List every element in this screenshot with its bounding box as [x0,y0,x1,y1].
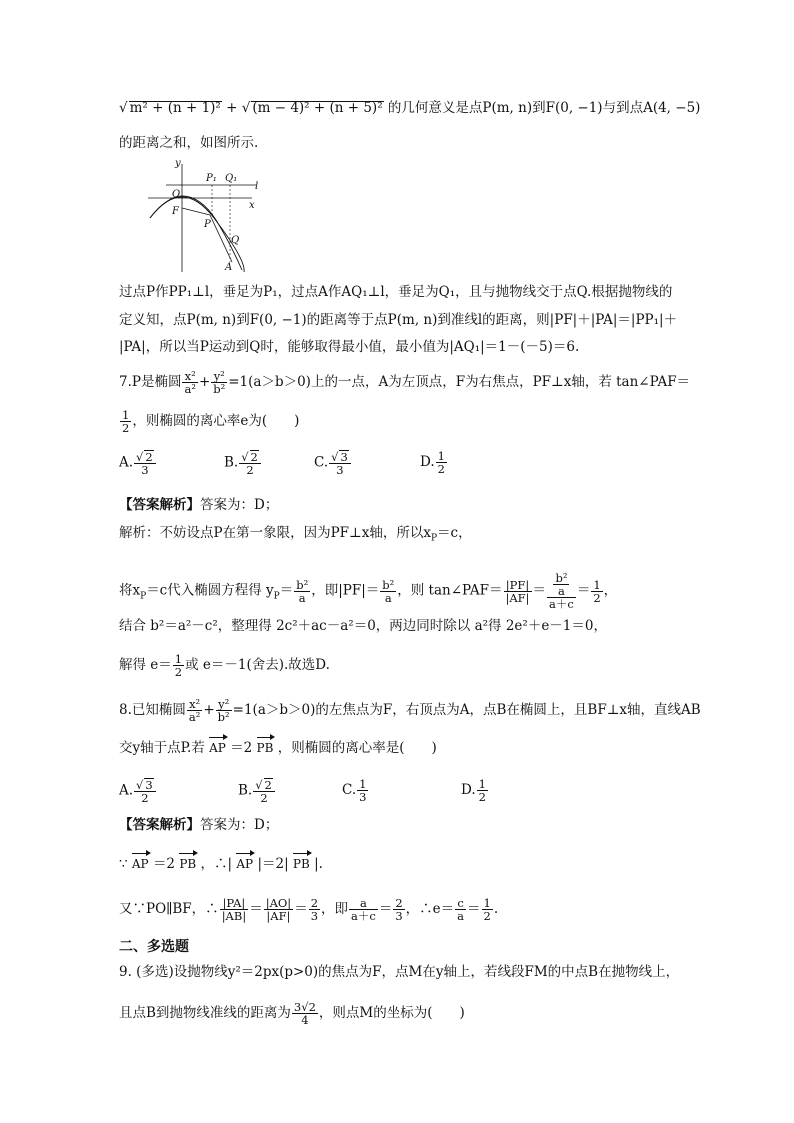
fig-label-y: y [175,158,181,169]
q8-stem-2: 交y轴于点P.若 AP ＝2 PB ，则椭圆的离心率是( ) [119,736,437,756]
sqrt-1: √ m² + (n + 1)² [119,100,221,116]
fig-label-A: A [225,262,233,273]
q7-stem-2: $\frac{1}{2}$ ，则椭圆的离心率e为( ) [122,408,300,436]
q8-answer: 【答案解析】答案为：D； [119,817,279,833]
q7-option-b[interactable]: B. $\frac{√ 2}{2}$ [224,450,262,476]
fig-label-P: P [204,219,211,230]
q8-option-c[interactable]: C. $\frac{1}{3}$ [342,777,367,805]
q8-option-b[interactable]: B. $\frac{√ 2}{2}$ [238,778,276,804]
section-title: 二、多选题 [119,939,189,955]
q7-frac-x: $\frac{\text{x²}}{\text{a²}}$ [184,369,196,397]
fig-label-O: O [172,189,181,200]
fig-label-l: l [255,181,259,192]
line-1-text: 的几何意义是点P(m, n)到F(0, −1)与到点A(4, −5) [387,100,701,116]
q7-sol-1: 解析：不妨设点P在第一象限，因为PF⊥x轴，所以$x_P=c$， [119,525,472,544]
q7-sol-3: 结合 b²＝a²－c²，整理得 2c²＋ac－a²＝0，两边同时除以 a²得 2e²＋e－1＝0， [119,618,607,634]
fig-label-F: F [172,206,179,217]
q8-sol-2: 又∵PO∥BF，∴ $\frac{|PA|}{|AB|}$ ＝ $\frac{|AO|}{|AF|}$ ＝ $\frac{2}{3}$ ，即 $\frac{a}{a+c}$ ＝ $\frac{2}{3}$ ，∴e＝ $\frac{c}{a}$ ＝ $\frac{1}{2}$ . [119,896,499,924]
q8-option-d[interactable]: D. $\frac{1}{2}$ [461,777,486,805]
expl-line-3: |PA|，所以当P运动到Q时，能够取得最小值，最小值为|AQ₁|＝1－(－5)＝6. [119,339,580,355]
q7-answer: 【答案解析】答案为：D； [119,497,279,513]
expl-line-2: 定义知，点P(m, n)到F(0, −1)的距离等于点P(m, n)到准线l的距离，则|PF|＋|PA|＝|PP₁|＋ [119,312,678,328]
line-1: √ m² + (n + 1)² + √ (m − 4)² + (n + 5)² 的几何意义是点P(m, n)到F(0, −1)与到点A(4, −5) [119,100,701,116]
q7-sol-4: 解得 e＝ $\frac{1}{2}$ 或 e＝－1(舍去).故选D. [119,652,330,680]
fig-label-Q: Q [231,235,240,246]
q7-option-d[interactable]: D. $\frac{1}{2}$ [420,449,445,477]
parabola-figure [148,156,278,274]
q7-frac-y: $\frac{\text{y²}}{\text{b²}}$ [213,369,226,397]
q7-stem-1: 7.P是椭圆 $\frac{\text{x²}}{\text{a²}}$ + $\frac{\text{y²}}{\text{b²}}$ =1(a＞b＞0)上的一点，A为左顶点，F为右焦点，PF⊥x轴，若 tan∠PAF＝ [119,369,691,397]
line-2: 的距离之和，如图所示. [119,135,259,151]
fig-label-Q1: Q₁ [225,173,238,184]
q8-option-a[interactable]: A. $\frac{√ 3}{2}$ [119,778,157,804]
q8-sol-1: ∵ AP ＝2 PB ，∴| AP |＝2| PB |. [119,852,323,872]
fig-label-x: x [249,200,255,211]
sqrt-2: √ (m − 4)² + (n + 5)² [241,100,383,116]
expl-line-1: 过点P作PP₁⊥l，垂足为P₁，过点A作AQ₁⊥l，垂足为Q₁，且与抛物线交于点Q.根据抛物线的 [119,284,673,300]
q7-sol-2: 将$x_P=c$代入椭圆方程得 $y_P=$ $\frac{\text{b²}}{a}$ ，即|PF|＝ $\frac{\text{b²}}{a}$ ，则 tan∠PAF＝ $\frac{|PF|}{|AF|}$ ＝ $\frac{\frac{\text{b²}}{a}}{a+c}$ ＝ $\frac{1}{2}$ ， [119,571,618,612]
q8-stem-1: 8.已知椭圆 $\frac{\text{x²}}{\text{a²}}$ + $\frac{\text{y²}}{\text{b²}}$ =1(a＞b＞0)的左焦点为F，右顶点为A，点B在椭圆上，且BF⊥x轴，直线AB [119,697,701,725]
fig-label-P1: P₁ [206,173,217,184]
q7-option-a[interactable]: A. $\frac{√ 2}{3}$ [119,450,157,476]
q9-stem-2: 且点B到抛物线准线的距离为 $\frac{3√2}{4}$ ，则点M的坐标为( ) [119,1000,465,1028]
q7-option-c[interactable]: C. $\frac{√ 3}{3}$ [314,450,352,476]
q9-stem-1: 9. (多选)设抛物线y²＝2px(p>0)的焦点为F，点M在y轴上，若线段FM的中点B在抛物线上， [119,964,680,980]
